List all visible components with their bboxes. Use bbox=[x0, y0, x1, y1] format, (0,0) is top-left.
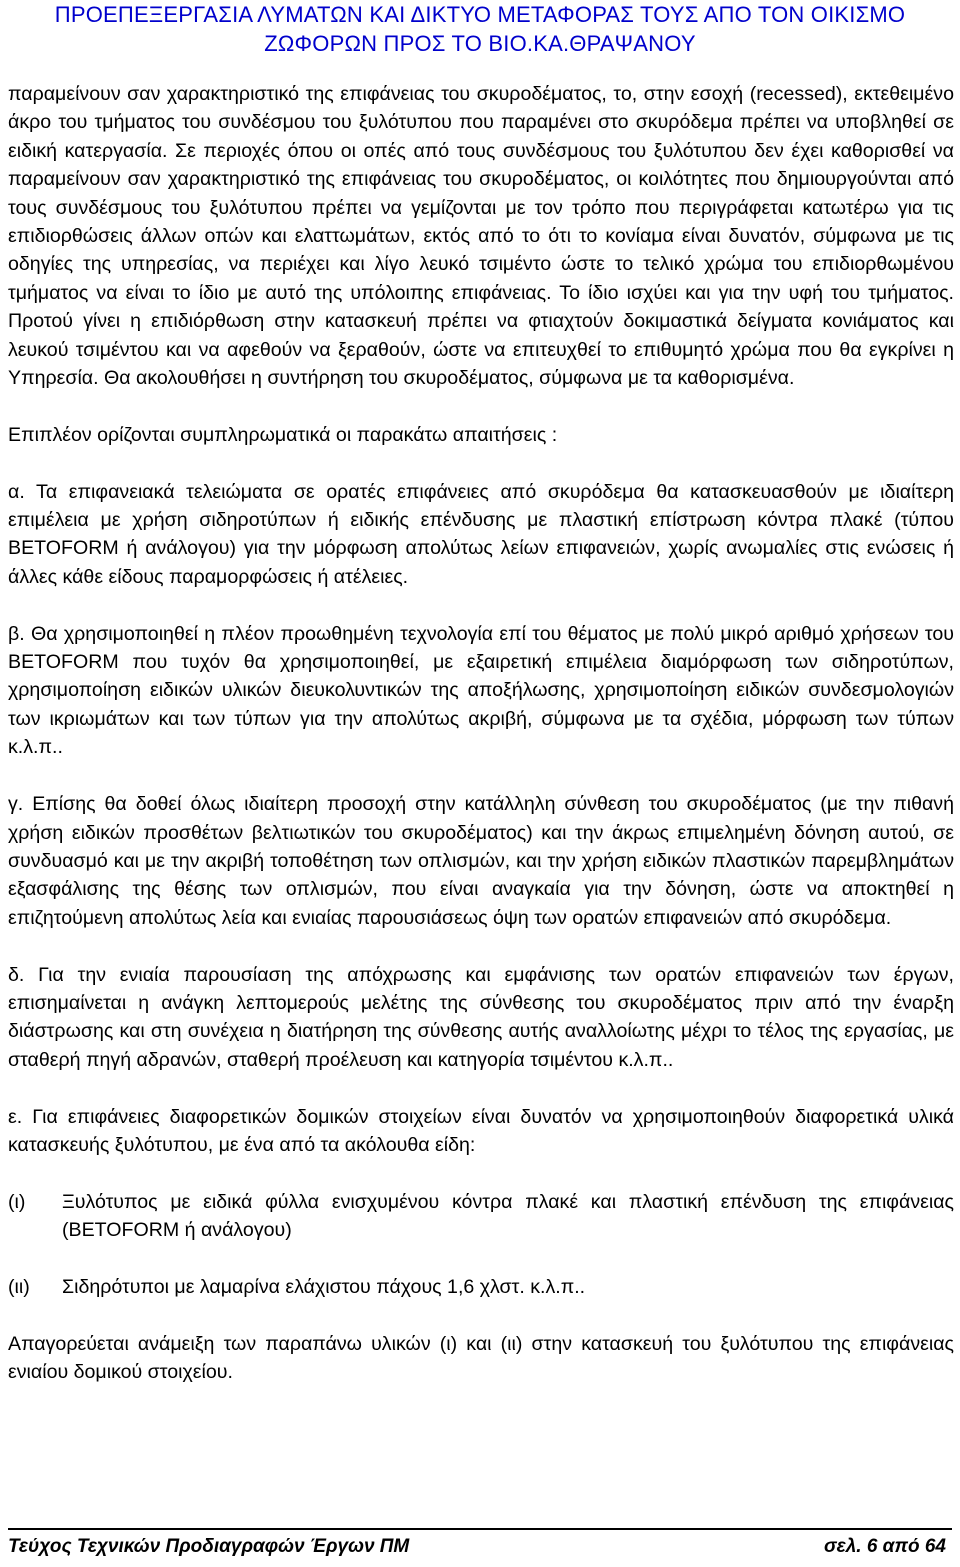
footer-page-number: σελ. 6 από 64 bbox=[824, 1536, 946, 1557]
sub-item-ii-text: Σιδηρότυποι με λαμαρίνα ελάχιστου πάχους 1,6 χλστ. κ.λ.π.. bbox=[62, 1275, 586, 1298]
item-a-paragraph: α. Τα επιφανειακά τελειώματα σε ορατές επιφάνειες από σκυρόδεμα θα κατασκευασθούν με ιδιαίτερη επιμέλεια με χρήση σιδηροτύπων ή ειδικής επένδυσης με πλαστική επίστρωση κόντρα πλακέ (τύπου BETOFORM ή ανάλογου) για την μόρφωση απολύτως λείων επιφανειών, χωρίς ανωμαλίες στις ενώσεις ή άλλες κάθε είδους παραμορφώσεις ή ατέλειες. bbox=[8, 480, 954, 588]
footer-document-title: Τεύχος Τεχνικών Προδιαγραφών Έργων ΠΜ bbox=[8, 1536, 410, 1557]
document-body bbox=[8, 80, 954, 1387]
sub-item-i-text: Ξυλότυπος με ειδικά φύλλα ενισχυμένου κόντρα πλακέ και πλαστική επένδυση της επιφάνειας (BETOFORM ή ανάλογου) bbox=[62, 1190, 954, 1242]
item-c-paragraph: γ. Επίσης θα δοθεί όλως ιδιαίτερη προσοχή στην κατάλληλη σύνθεση του σκυροδέματος (με την πιθανή χρήση ειδικών προσθέτων βελτιωτικών του σκυροδέματος) και την άκρως επιμελημένη δόνηση αυτού, σε συνδυασμό και με την ακριβή τοποθέτηση των οπλισμών, και την χρήση ειδικών πλαστικών παρεμβλημάτων εξασφάλισης της θέσης των οπλισμών, που είναι αναγκαία για την δόνηση, ώστε να αποκτηθεί η επιζητούμενη απολύτως λεία και ενιαίας παρουσιάσεως όψη των ορατών επιφανειών από σκυρόδεμα. bbox=[8, 793, 954, 929]
header-line-1: ΠΡΟΕΠΕΞΕΡΓΑΣΙΑ ΛΥΜΑΤΩΝ ΚΑΙ ΔΙΚΤΥΟ ΜΕΤΑΦΟΡΑΣ ΤΟΥΣ ΑΠΟ ΤΟΝ ΟΙΚΙΣΜΟ bbox=[54, 2, 906, 27]
closing-paragraph: Απαγορεύεται ανάμειξη των παραπάνω υλικών (ι) και (ιι) στην κατασκευή του ξυλότυπου της επιφάνειας ενιαίου δομικού στοιχείου. bbox=[8, 1332, 954, 1384]
sub-item-i-label: (ι) bbox=[8, 1190, 26, 1213]
footer-divider bbox=[8, 1528, 952, 1530]
intro-paragraph: παραμείνουν σαν χαρακτηριστικό της επιφάνειας του σκυροδέματος, το, στην εσοχή (recessed), εκτεθειμένο άκρο του τμήματος του συνδέσμου του ξυλότυπου που παραμένει στο σκυρόδεμα πρέπει να υποβληθεί σε ειδική κατεργασία. Σε περιοχές όπου οι οπές από τους συνδέσμους του ξυλότυπου δεν έχει καθορισθεί να παραμείνουν σαν χαρακτηριστικό της επιφάνειας του σκυροδέματος, οι κοιλότητες που δημιουργούνται από τους συνδέσμους του ξυλότυπου πρέπει να γεμίζονται με τον τρόπο που περιγράφεται κατωτέρω για τις επιδιορθώσεις άλλων οπών και ελαττωμάτων, εκτός από το ότι το κονίαμα είναι δυνατόν, σύμφωνα με τις οδηγίες της υπηρεσίας, να περιέχει και λίγο λευκό τσιμέντο ώστε το τελικό χρώμα του επιδιορθωμένου τμήματος να είναι το ίδιο με αυτό της υπόλοιπης επιφάνειας. Το ίδιο ισχύει και για την υφή του τμήματος. Προτού γίνει η επιδιόρθωση στην κατασκευή πρέπει να φτιαχτούν δοκιμαστικά δείγματα κονιάματος και λευκού τσιμέντου και να αφεθούν να ξεραθούν, ώστε να επιτευχθεί το επιθυμητό χρώμα που θα εγκρίνει η Υπηρεσία. Θα ακολουθήσει η συντήρηση του σκυροδέματος, σύμφωνα με τα καθορισμένα. bbox=[8, 83, 954, 390]
item-b-paragraph: β. Θα χρησιμοποιηθεί η πλέον προωθημένη τεχνολογία επί του θέματος με πολύ μικρό αριθμό χρήσεων του BETOFORM που τυχόν θα χρησιμοποιηθεί, με εξαιρετική επιμέλεια διαμόρφωση των σιδηροτύπων, χρησιμοποίηση ειδικών υλικών διευκολυντικών της αποξήλωσης, χρησιμοποίηση ειδικών συνδεσμολογιών των ικριωμάτων και των τύπων για την απολύτως ακριβή, σύμφωνα με τα σχέδια, μόρφωση των τύπων κ.λ.π.. bbox=[8, 622, 954, 759]
additional-requirements-heading: Επιπλέον ορίζονται συμπληρωματικά οι παρακάτω απαιτήσεις : bbox=[8, 423, 558, 446]
sub-item-ii-label: (ιι) bbox=[8, 1275, 30, 1298]
page-footer bbox=[0, 1528, 960, 1567]
page-header bbox=[0, 0, 960, 58]
item-d-paragraph: δ. Για την ενιαία παρουσίαση της απόχρωσης και εμφάνισης των ορατών επιφανειών των έργων, επισημαίνεται η ανάγκη λεπτομερούς μελέτης της σύνθεσης του σκυροδέματος πριν από την έναρξη διάστρωσης και στη συνέχεια η διατήρηση της σύνθεσης αυτής αναλλοίωτης μέχρι το τέλος της εργασίας, με σταθερή πηγή αδρανών, σταθερή προέλευση και κατηγορία τσιμέντου κ.λ.π.. bbox=[8, 963, 954, 1071]
sub-item-ii bbox=[8, 1273, 954, 1301]
item-e-paragraph: ε. Για επιφάνειες διαφορετικών δομικών στοιχείων είναι δυνατόν να χρησιμοποιηθούν διαφορετικά υλικά κατασκευής ξυλότυπου, με ένα από τα ακόλουθα είδη: bbox=[8, 1105, 954, 1156]
sub-item-i bbox=[8, 1188, 954, 1245]
header-line-2: ΖΩΦΟΡΩΝ ΠΡΟΣ ΤΟ ΒΙΟ.ΚΑ.ΘΡΑΨΑΝΟΥ bbox=[264, 31, 696, 56]
